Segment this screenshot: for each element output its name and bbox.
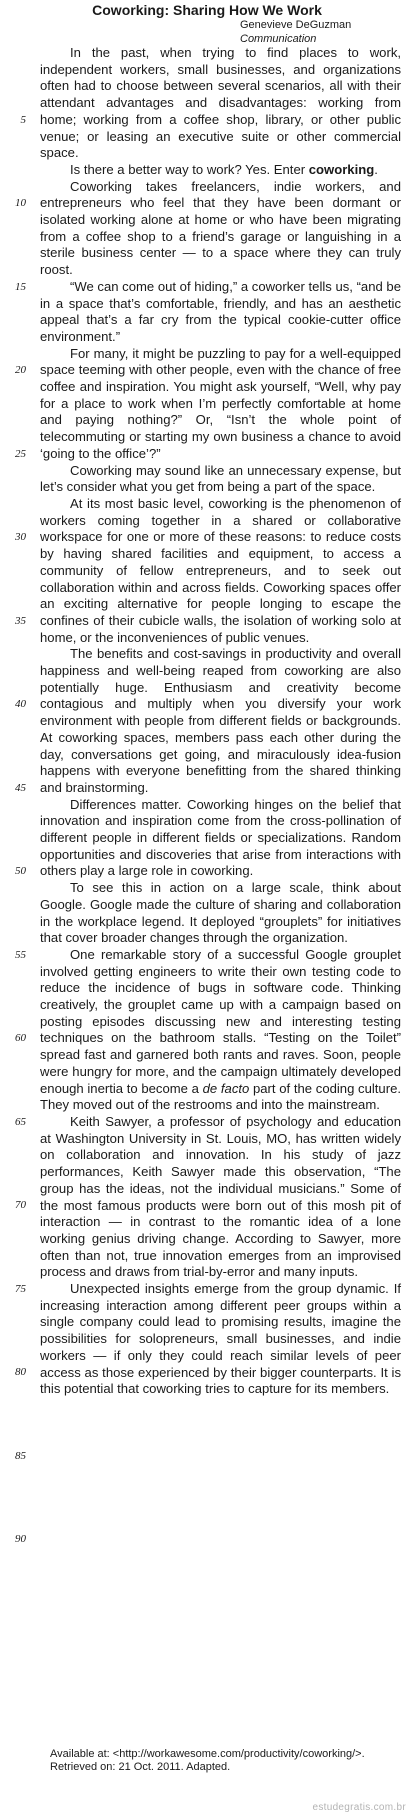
- line-number: 75: [15, 1282, 26, 1295]
- line-number: 85: [15, 1449, 26, 1462]
- line-number: 20: [15, 364, 26, 377]
- paragraph: [40, 45, 401, 162]
- paragraph-text: Coworking may sound like an unnecessary expense, but let’s consider what you get from being a part of the space.: [40, 462, 401, 495]
- line-number: 10: [15, 197, 26, 210]
- paragraph-text: Is there a better way to work? Yes. Enter: [70, 161, 309, 177]
- paragraph-text: Keith Sawyer, a professor of psychology and education at Washington University in St. Louis, MO, has written widely on collaboration and innovation. In his study of jazz performances, Keith Sawyer made this observation, “The group has the ideas, not the individual musicians.” Some of the most famous products were born out of this mosh pit of interaction — in contrast to the romantic idea of a lone working genius driving change. According to Sawyer, more often than not, true innovation emerges from an improvised process and draws from trial-by-error and many inputs.: [40, 1114, 401, 1280]
- line-number: 25: [15, 447, 26, 460]
- article-title: Coworking: Sharing How We Work: [92, 2, 322, 18]
- line-number: 65: [15, 1115, 26, 1128]
- paragraph-text: In the past, when trying to find places to work, independent workers, small businesses, and organizations often had to choose between several scenarios, all with their attendant advantages and disadvantages: working from home; working from a coffee shop, library, or other public venue; or leasing an executive suite or other commercial space.: [40, 45, 401, 161]
- paragraph: [40, 279, 401, 346]
- emphasized-term: coworking: [308, 161, 375, 177]
- source-url-line: Available at: <http://workawesome.com/productivity/coworking/>.: [50, 1748, 365, 1760]
- paragraph-text: “We can come out of hiding,” a coworker tells us, “and be in a space that’s comfortable, friendly, and has an aesthetic appeal that’s a far cry from the typical cookie-cutter office environment.”: [40, 278, 401, 344]
- paragraph-text: For many, it might be puzzling to pay for a well-equipped space teeming with other people, even with the chance of free coffee and inspiration. You might ask yourself, “Well, why pay for a place to work when I’m perfectly comfortable at home and paying nothing?” Or, “Isn’t the whole point of telecommuting or starting my own business a chance to avoid ‘going to the office’?”: [40, 345, 401, 461]
- paragraph: [40, 880, 401, 947]
- article-body: [40, 45, 401, 1398]
- line-number: 40: [15, 698, 26, 711]
- paragraph: [40, 496, 401, 646]
- line-number: 35: [15, 614, 26, 627]
- paragraph: [40, 797, 401, 881]
- line-number: 80: [15, 1366, 26, 1379]
- department-label: Communication: [240, 33, 317, 45]
- author-name: Genevieve DeGuzman: [240, 19, 352, 31]
- paragraph: [40, 1114, 401, 1281]
- source-date-line: Retrieved on: 21 Oct. 2011. Adapted.: [50, 1761, 231, 1773]
- line-number: 45: [15, 781, 26, 794]
- paragraph-text: At its most basic level, coworking is the phenomenon of workers coming together in a shared or collaborative workspace for one or more of these reasons: to reduce costs by having shared facilities and equipment, to access a community of fellow entrepreneurs, and to seek out collaboration within and across fields. Coworking spaces offer an exciting alternative for people longing to escape the confines of their cubicle walls, the isolation of working solo at home, or the inconveniences of public venues.: [40, 495, 401, 645]
- line-number: 15: [15, 280, 26, 293]
- paragraph: [40, 463, 401, 496]
- paragraph: [40, 1281, 401, 1398]
- line-number: 30: [15, 531, 26, 544]
- line-number: 5: [20, 113, 26, 126]
- paragraph: [40, 646, 401, 796]
- paragraph-text: To see this in action on a large scale, think about Google. Google made the culture of sharing and collaboration in the workplace legend. It deployed “grouplets” for initiatives that cover broader changes through the organization.: [40, 880, 401, 946]
- italic-term: de facto: [202, 1080, 250, 1096]
- paragraph-text: Differences matter. Coworking hinges on the belief that innovation and inspiration come from the cross-pollination of different people in different fields or specializations. Random opportunities and discoveries that arise from interactions with others play a large role in coworking.: [40, 796, 401, 879]
- paragraph: [40, 179, 401, 279]
- paragraph: [40, 947, 401, 1114]
- paragraph-text-end: .: [374, 161, 378, 177]
- line-number: 50: [15, 865, 26, 878]
- byline: [240, 18, 351, 46]
- line-number: 55: [15, 948, 26, 961]
- source-citation: [50, 1748, 400, 1774]
- line-number: 90: [15, 1533, 26, 1546]
- line-number: 70: [15, 1199, 26, 1212]
- paragraph: [40, 346, 401, 463]
- paragraph-text: Unexpected insights emerge from the group dynamic. If increasing interaction among different peer groups within a single company could lead to promising results, imagine the possibilities for solopreneurs, small businesses, and indie workers — if only they could reach similar levels of peer access as those experienced by their bigger counterparts. It is this potential that coworking tries to capture for its members.: [40, 1281, 401, 1397]
- site-watermark: estudegratis.com.br: [312, 1802, 406, 1813]
- paragraph-text: Coworking takes freelancers, indie workers, and entrepreneurs who feel that they have been dormant or isolated working alone at home or who have been migrating from a coffee shop to a friend’s garage or languishing in a sterile business center — to a space where they can truly roost.: [40, 178, 401, 278]
- line-number: 60: [15, 1032, 26, 1045]
- paragraph-text-end: part of the coding culture. They moved out of the restrooms and into the mainstream.: [40, 1080, 401, 1113]
- paragraph-text: One remarkable story of a successful Google grouplet involved getting engineers to write their own testing code to reduce the incidence of bugs in software code. Thinking creatively, the grouplet came up with a campaign based on posting episodes discussing new and interesting testing techniques on the bathroom stalls. “Testing on the Toilet” spread fast and garnered both rants and raves. Soon, people were hungry for more, and the campaign ultimately developed enough inertia to become a: [40, 946, 401, 1096]
- paragraph: [40, 162, 401, 179]
- paragraph-text: The benefits and cost-savings in productivity and overall happiness and well-being reaped from coworking are also potentially huge. Enthusiasm and creativity become contagious and multiply when you diversify your work environment with people from different fields or backgrounds. At coworking spaces, members pass each other during the day, conversations get going, and miraculously idea-fusion happens with everyone benefitting from the shared thinking and brainstorming.: [40, 646, 401, 795]
